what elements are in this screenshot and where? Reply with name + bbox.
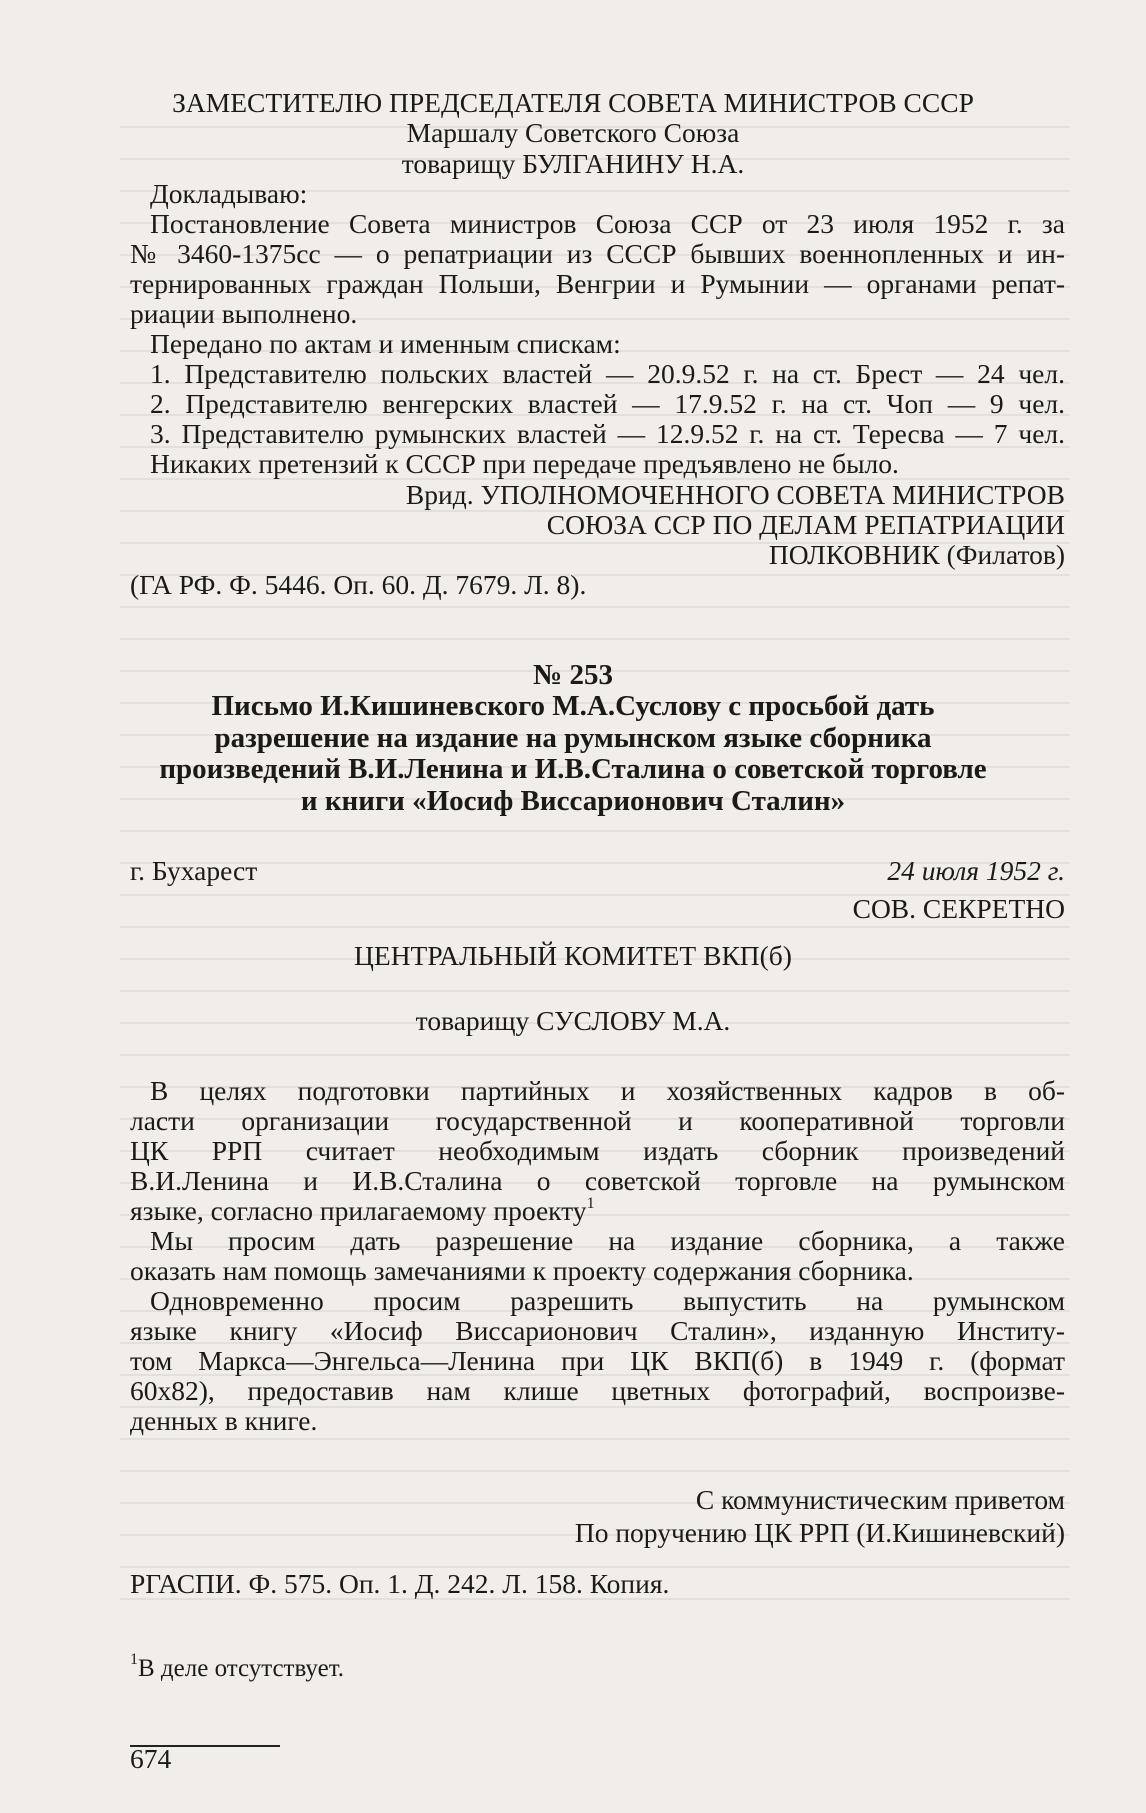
report-signature-line-2: СОЮЗА ССР ПО ДЕЛАМ РЕПАТРИАЦИИ xyxy=(546,509,1065,540)
letter-p1-line: В.И.Ленина и И.В.Сталина о советской торговле на румынском xyxy=(130,1165,1065,1196)
document-title-line: и книги «Иосиф Виссарионович Сталин» xyxy=(300,785,846,817)
report-closing: Никаких претензий к СССР при передаче предъявлено не было. xyxy=(150,448,899,479)
letter-p1-line xyxy=(130,1195,595,1227)
letter-p3-line: Одновременно просим разрешить выпустить на румынском xyxy=(150,1285,1065,1316)
report-signature-line-1: Врид. УПОЛНОМОЧЕННОГО СОВЕТА МИНИСТРОВ xyxy=(405,479,1065,510)
header-line-1: ЗАМЕСТИТЕЛЮ ПРЕДСЕДАТЕЛЯ СОВЕТА МИНИСТРОВ СССР xyxy=(172,87,974,118)
letter-p3-line: том Маркса—Энгельса—Ленина при ЦК ВКП(б) в 1949 г. (формат xyxy=(130,1345,1065,1376)
report-opening: Докладываю: xyxy=(150,178,308,209)
letter-p3-line: 60х82), предоставив нам клише цветных фотографий, воспроизве- xyxy=(130,1375,1065,1406)
footnote-reference: 1 xyxy=(586,1195,595,1212)
report-transfer-intro: Передано по актам и именным спискам: xyxy=(150,328,621,359)
report-p1-line: № 3460-1375сс — о репатриации из СССР бывших военнопленных и ин- xyxy=(130,238,1065,269)
document-number: № 253 xyxy=(533,659,613,691)
letter-archive-source: РГАСПИ. Ф. 575. Оп. 1. Д. 242. Л. 158. Копия. xyxy=(130,1568,670,1599)
letter-p2-line: оказать нам помощь замечаниями к проекту содержания сборника. xyxy=(130,1255,914,1286)
document-title-line: разрешение на издание на румынском языке сборника xyxy=(214,722,932,754)
letter-p1-line: В целях подготовки партийных и хозяйственных кадров в об- xyxy=(150,1075,1065,1106)
secrecy-stamp: СОВ. СЕКРЕТНО xyxy=(852,893,1065,924)
page-number: 674 xyxy=(130,1743,172,1774)
addressee-line-1: ЦЕНТРАЛЬНЫЙ КОМИТЕТ ВКП(б) xyxy=(354,940,792,971)
letter-p3-line: языке книгу «Иосиф Виссарионович Сталин», изданную Институ- xyxy=(130,1315,1065,1346)
report-p1-line: риации выполнено. xyxy=(130,298,358,329)
header-line-3: товарищу БУЛГАНИНУ Н.А. xyxy=(401,148,745,179)
letter-p2-line: Мы просим дать разрешение на издание сборника, а также xyxy=(150,1225,1065,1256)
report-p1-line: Постановление Совета министров Союза ССР от 23 июля 1952 г. за xyxy=(150,208,1065,239)
report-item: 2. Представителю венгерских властей — 17.9.52 г. на ст. Чоп — 9 чел. xyxy=(150,388,1065,419)
report-item: 1. Представителю польских властей — 20.9.52 г. на ст. Брест — 24 чел. xyxy=(150,358,1065,389)
footnote xyxy=(130,1653,344,1685)
report-p1-line: тернированных граждан Польши, Венгрии и Румынии — органами репат- xyxy=(130,268,1065,299)
document-date: 24 июля 1952 г. xyxy=(887,855,1065,886)
document-title-line: Письмо И.Кишиневского М.А.Суслову с просьбой дать xyxy=(211,690,935,722)
report-signature-line-3: ПОЛКОВНИК (Филатов) xyxy=(768,539,1065,570)
letter-p1-line: ласти организации государственной и кооперативной торговли xyxy=(130,1105,1065,1136)
footnote-mark: 1 xyxy=(130,1651,138,1668)
letter-greeting: С коммунистическим приветом xyxy=(695,1484,1065,1515)
document-title-line: произведений В.И.Ленина и И.В.Сталина о советской торговле xyxy=(159,753,987,785)
report-archive-source: (ГА РФ. Ф. 5446. Оп. 60. Д. 7679. Л. 8). xyxy=(130,569,587,600)
letter-signature: По поручению ЦК РРП (И.Кишиневский) xyxy=(574,1517,1065,1548)
letter-p1-line: ЦК РРП считает необходимым издать сборник произведений xyxy=(130,1135,1065,1166)
addressee-line-2: товарищу СУСЛОВУ М.А. xyxy=(415,1005,731,1036)
header-line-2: Маршалу Советского Союза xyxy=(406,117,740,148)
footnote-text: В деле отсутствует. xyxy=(138,1655,344,1682)
letter-p3-line: денных в книге. xyxy=(130,1405,318,1436)
report-item: 3. Представителю румынских властей — 12.9.52 г. на ст. Тересва — 7 чел. xyxy=(150,418,1065,449)
document-place: г. Бухарест xyxy=(130,855,258,886)
letter-p1-last-text: языке, согласно прилагаемому проекту xyxy=(130,1195,587,1226)
